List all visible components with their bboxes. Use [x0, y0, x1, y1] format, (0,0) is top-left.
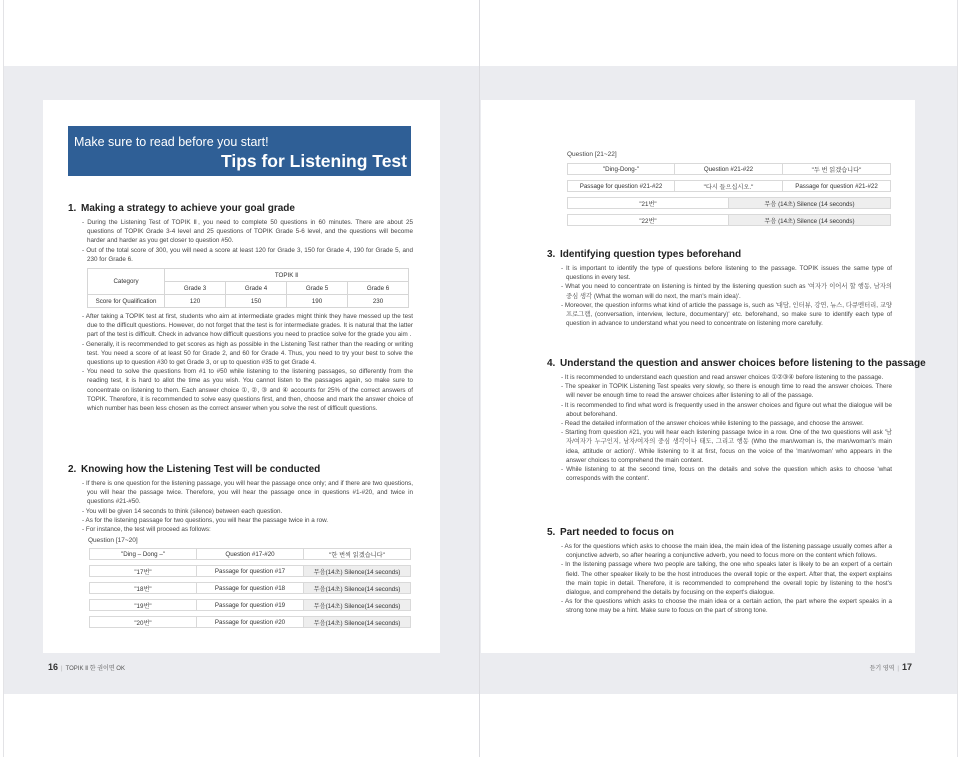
category-header: Category	[88, 269, 165, 295]
right-edge	[957, 0, 958, 757]
grade-header: Grade 5	[287, 282, 348, 295]
left-page-footer: 16 | TOPIK Ⅱ 한 권이면 OK	[48, 662, 125, 672]
list-item: - As for the listening passage for two questions, you will hear the passage twice in a row.	[82, 516, 329, 524]
sequence-row: "17번" Passage for question #17 무음(14초) Silence(14 seconds)	[89, 565, 411, 577]
section-heading: 3. Identifying question types beforehand	[547, 249, 742, 260]
banner-subtitle: Make sure to read before you start!	[74, 135, 269, 149]
sequence-row: "Ding – Dong –" Question #17-#20 "한 번씩 읽겠습니다"	[89, 548, 411, 560]
row-label: Score for Qualification	[88, 295, 165, 308]
list-item: - If there is one question for the listening passage, you will hear the passage once only; and if there are two questions, you will hear the passage twice. Therefore, you will hear the passage once in questions #1-#20, and twice in questions #21-#50.	[82, 480, 413, 506]
page-number: 16	[48, 662, 59, 672]
score-cell: 150	[226, 295, 287, 308]
list-item: - It is recommended to find what word is frequently used in the answer choices and figure out what the dialogue will be about beforehand.	[561, 401, 892, 418]
list-item: - As for the questions which asks to choose the main idea or a certain action, the part where the expert speaks in a strong tone may be a hint. Make sure to focus on the part of strong tone.	[561, 598, 892, 615]
grade-header: Grade 6	[348, 282, 409, 295]
group-header: TOPIK Ⅱ	[165, 269, 409, 282]
list-item: - The speaker in TOPIK Listening Test speaks very slowly, so there is enough time to read the answer choices. There will never be enough time to read the answer choices after listening to all of the passage.	[561, 383, 892, 400]
sequence-row: "22번" 무음 (14초) Silence (14 seconds)	[567, 214, 892, 226]
score-cell: 190	[287, 295, 348, 308]
score-cell: 230	[348, 295, 409, 308]
example-sequence-21-22	[567, 151, 892, 231]
sequence-row: "21번" 무음 (14초) Silence (14 seconds)	[567, 197, 892, 209]
section-3	[547, 249, 892, 328]
sequence-row: "20번" Passage for question #20 무음(14초) Silence(14 seconds)	[89, 616, 411, 628]
bullet-list	[68, 479, 413, 534]
list-item: - It is important to identify the type of questions before listening to the passage. TOPIK issues the same type of questions in every test.	[561, 265, 892, 282]
score-table	[87, 268, 409, 308]
bullet-list	[547, 542, 892, 616]
list-item: - You need to solve the questions from #1 to #50 while listening to the listening passages, so differently from the reading test, it is hard to allot the time as you wish. You cannot listen to the passages again, so make sure to concentrate on listening to them. Each answer choice ①, ②, ③ and ④ accounts for 25% of the correct answers of TOPIK. Therefore, it is recommended to solve easy questions first, and then, choose and mark the answer choice of which number has been less chosen as the correct answer when you solve the rest of difficult questions.	[82, 368, 413, 413]
section-title: 듣기 영역	[869, 666, 895, 672]
example-caption: Question [17~20]	[88, 537, 138, 545]
right-page-footer: 듣기 영역 | 17	[869, 662, 912, 672]
sequence-row: "19번" Passage for question #19 무음(14초) Silence(14 seconds)	[89, 599, 411, 611]
list-item: - You will be given 14 seconds to think (silence) between each question.	[82, 507, 283, 515]
example-sequence-17-20	[89, 548, 411, 628]
section-1	[68, 203, 413, 413]
list-item: - While listening to at the second time, focus on the details and solve the question which asks to choose 'what corresponds with the content'.	[561, 466, 892, 483]
sequence-row: "18번" Passage for question #18 무음(14초) Silence(14 seconds)	[89, 582, 411, 594]
section-2	[68, 464, 413, 633]
sequence-row: Passage for question #21-#22 "다시 들으십시오." Passage for question #21-#22	[567, 180, 892, 192]
book-title: TOPIK Ⅱ 한 권이면 OK	[65, 666, 125, 672]
sequence-row: "Ding-Dong-" Question #21-#22 "두 번 읽겠습니다"	[567, 163, 892, 175]
list-item: - It is recommended to understand each question and read answer choices ①②③④ before listening to the passage.	[561, 374, 884, 381]
list-item: - For instance, the test will proceed as follows:	[82, 526, 211, 534]
section-4	[547, 358, 926, 483]
list-item: - In the listening passage where two people are talking, the one who speaks later is likely to be an expert of a certain field. The other speaker likely to be the host introduces the overall topic or the expert. After that, the expert explains the main topic in detail. Therefore, it is recommended to comprehend the overall topic by listening to the host's dialogue, and comprehend the details by focusing on the expert's dialogue.	[561, 561, 892, 597]
grade-header: Grade 4	[226, 282, 287, 295]
bullet-list	[68, 312, 413, 413]
page-number: 17	[901, 662, 912, 672]
section-heading: 5. Part needed to focus on	[547, 527, 674, 538]
list-item: - After taking a TOPIK test at first, students who aim at intermediate grades might think they have messed up the test due to the difficult questions. However, do not forget that the test is for intermediate grades. It is natural that the latter part of the test is difficult. Check in advance how difficult questions you need to practice solve for the grade you aim .	[82, 313, 413, 339]
grade-header: Grade 3	[165, 282, 226, 295]
banner-title: Tips for Listening Test	[220, 151, 407, 171]
list-item: - During the Listening Test of TOPIK Ⅱ, you need to complete 50 questions in 60 minutes. There are about 25 questions of TOPIK Grade 3-4 level and 25 questions of TOPIK Grade 5-6 level, and the questions will become harder and harder as you get closer to question #50.	[82, 219, 413, 245]
bullet-list	[547, 264, 892, 328]
list-item: - Out of the total score of 300, you will need a score at least 120 for Grade 3, 150 for Grade 4, 190 for Grade 5, and 230 for Grade 6.	[82, 246, 413, 263]
list-item: - What you need to concentrate on listening is hinted by the listening question such as '여자가 이어서 할 행동, 남자의 중심 생각 (What the woman will do next, the man's main idea)'.	[561, 283, 892, 300]
section-heading: 2. Knowing how the Listening Test will be conducted	[68, 464, 321, 475]
score-cell: 120	[165, 295, 226, 308]
list-item: - As for the questions which asks to choose the main idea, the main idea of the listening passage usually comes after a conjunctive adverb, so after hearing a conjunctive adverb, you need to focus more on the content which follows.	[561, 543, 892, 560]
bullet-list	[68, 218, 413, 264]
left-edge	[3, 0, 4, 757]
title-banner	[68, 126, 411, 176]
section-heading: 4. Understand the question and answer choices before listening to the passage	[547, 358, 926, 369]
list-item: - Starting from question #21, you will hear each listening passage twice in a row. One of the two questions will ask '남자/여자가 누구인지, 남자/여자의 중심 생각이나 태도, 그리고 행동 (Who the man/woman is, the man/woman's main idea, attitude or action)'. While listening to it at first, focus on the voice of the 'man/woman' who appears in the answer choices to comprehend the main content.	[561, 429, 892, 464]
example-caption: Question [21~22]	[567, 151, 617, 158]
section-heading: 1. Making a strategy to achieve your goal grade	[68, 203, 295, 214]
book-gutter	[479, 0, 480, 757]
list-item: - Moreover, the question informs what kind of article the passage is, such as '대담, 인터뷰, 강연, 뉴스, 다큐멘터리, 교양 프로그램, (conversation, interview, lecture, documentary)' etc. beforehand, so make sure to identify each type of question in advance to understand what you need to concentrate on listening more carefully.	[561, 301, 892, 328]
bullet-list	[547, 373, 892, 483]
list-item: - Read the detailed information of the answer choices while listening to the passage, and choose the answer.	[561, 420, 864, 428]
list-item: - Generally, it is recommended to get scores as high as possible in the Listening Test rather than the reading or writing test. You need a score of at least 50 for Grade 2, and 60 for Grade 4. Thus, you need to try your best to solve the questions up to question #30 to get Grade 3, or up to question #35 to get Grade 4.	[82, 340, 413, 367]
section-5	[547, 527, 892, 616]
